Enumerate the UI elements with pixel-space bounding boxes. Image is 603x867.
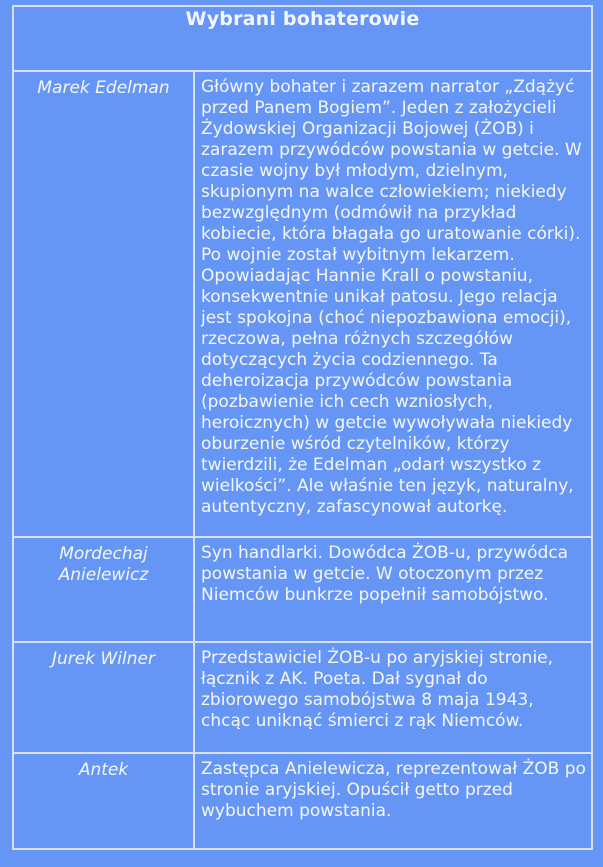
character-name-cell: Mordechaj Anielewicz bbox=[13, 537, 194, 642]
character-name-cell: Antek bbox=[13, 753, 194, 849]
table-row bbox=[13, 71, 592, 537]
character-name-cell: Jurek Wilner bbox=[13, 642, 194, 753]
character-description-cell: Główny bohater i zarazem narrator „Zdążyć przed Panem Bogiem”. Jeden z założycieli Żydowskiej Organizacji Bojowej (ŻOB) i zarazem przywódców powstania w getcie. W czasie wojny był młodym, dzielnym, skupionym na walce człowiekiem; niekiedy bezwzględnym (odmówił na przykład kobiecie, która błagała go uratowanie córki). Po wojnie został wybitnym lekarzem. Opowiadając Hannie Krall o powstaniu, konsekwentnie unikał patosu. Jego relacja jest spokojna (choć niepozbawiona emocji), rzeczowa, pełna różnych szczegółów dotyczących życia codziennego. Ta deheroizacja przywódców powstania (pozbawienie ich cech wzniosłych, heroicznych) w getcie wywoływała niekiedy oburzenie wśród czytelników, którzy twierdzili, że Edelman „odarł wszystko z wielkości”. Ale właśnie ten język, naturalny, autentyczny, zafascynował autorkę. bbox=[194, 71, 592, 537]
page-background bbox=[0, 5, 603, 867]
characters-table bbox=[12, 5, 593, 850]
character-description-cell: Zastępca Anielewicza, reprezentował ŻOB po stronie aryjskiej. Opuścił getto przed wybuchem powstania. bbox=[194, 753, 592, 849]
character-description-cell: Syn handlarki. Dowódca ŻOB-u, przywódca powstania w getcie. W otoczonym przez Niemców bunkrze popełnił samobójstwo. bbox=[194, 537, 592, 642]
character-description-cell: Przedstawiciel ŻOB-u po aryjskiej stronie, łącznik z AK. Poeta. Dał sygnał do zbiorowego samobójstwa 8 maja 1943, chcąc uniknąć śmierci z rąk Niemców. bbox=[194, 642, 592, 753]
table-title: Wybrani bohaterowie bbox=[13, 6, 592, 71]
character-name-cell: Marek Edelman bbox=[13, 71, 194, 537]
table-row bbox=[13, 753, 592, 849]
table-row bbox=[13, 537, 592, 642]
table-header-row bbox=[13, 6, 592, 71]
table-row bbox=[13, 642, 592, 753]
